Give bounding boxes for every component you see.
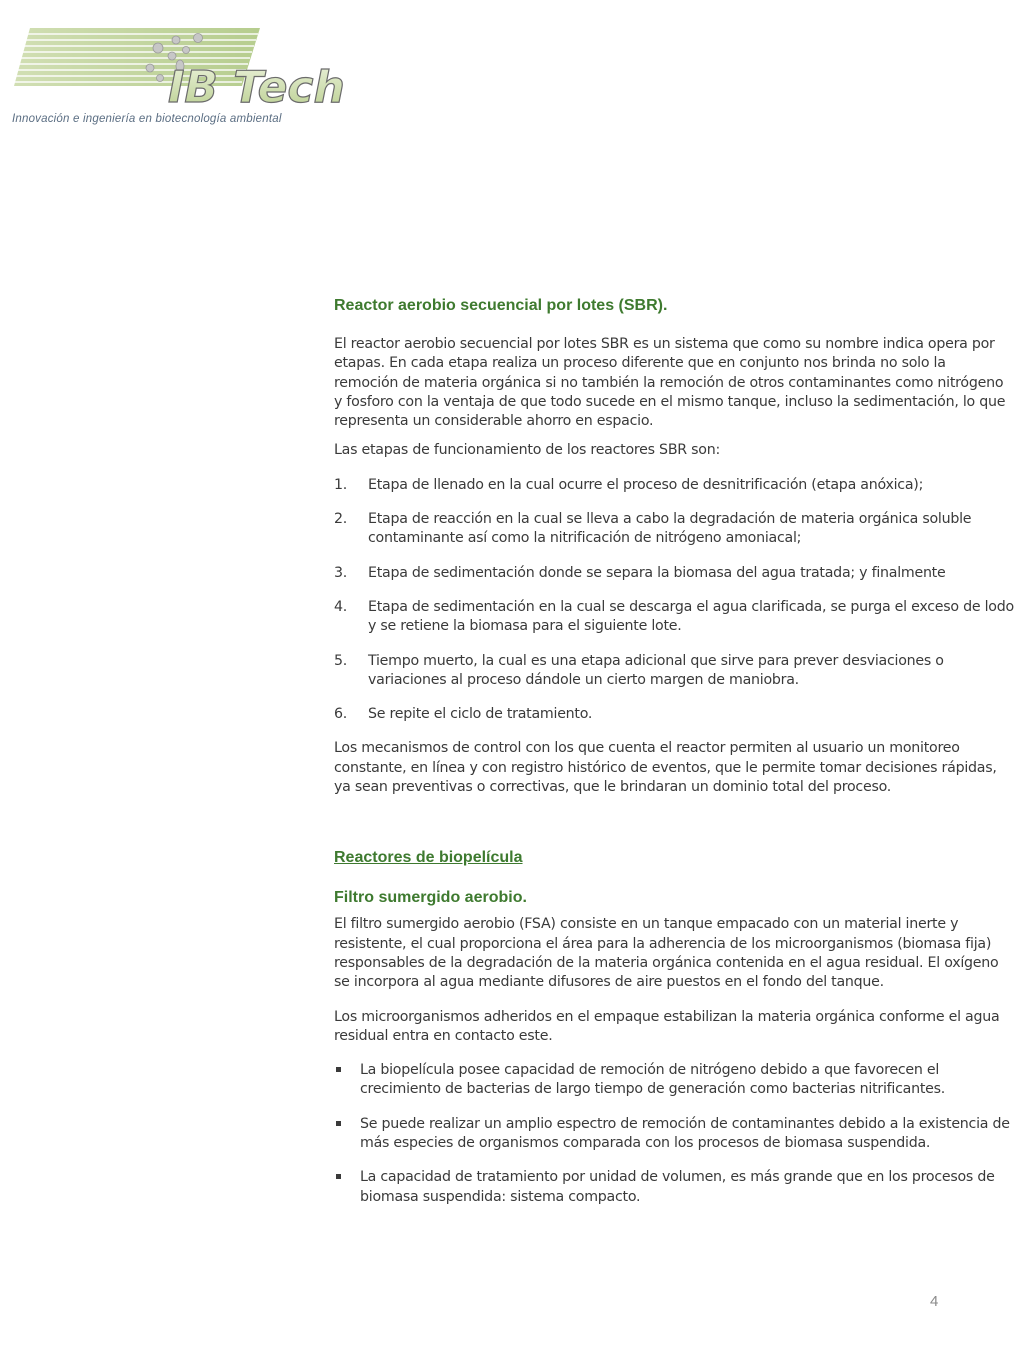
logo-wordmark: IB Tech: [168, 62, 345, 113]
list-item: 1. Etapa de llenado en la cual ocurre el proceso de desnitrificación (etapa anóxica);: [334, 476, 924, 493]
sbr-stages-list: [334, 476, 1014, 725]
sbr-stages-lead: Las etapas de funcionamiento de los reactores SBR son:: [334, 442, 721, 459]
sbr-heading: Reactor aerobio secuencial por lotes (SBR).: [334, 297, 668, 314]
sbr-intro-paragraph: El reactor aerobio secuencial por lotes SBR es un sistema que como su nombre indica opera por etapas. En cada etapa realiza un proceso diferente que en conjunto nos brinda no solo la remoción de materia orgánica si no también la remoción de otros contaminantes como nitrógeno y fosforo con la ventaja de que todo sucede en el mismo tanque, incluso la sedimentación, lo que representa un considerable ahorro en espacio.: [334, 336, 1006, 430]
list-item: La capacidad de tratamiento por unidad de volumen, es más grande que en los procesos de biomasa suspendida: sistema compacto.: [334, 1168, 1014, 1207]
page-number: 4: [930, 1293, 939, 1310]
list-item: 3. Etapa de sedimentación donde se separa la biomasa del agua tratada; y finalmente: [334, 564, 946, 581]
document-body: [334, 296, 1014, 1207]
list-item: La biopelícula posee capacidad de remoción de nitrógeno debido a que favorecen el crecimiento de bacterias de largo tiempo de generación como bacterias nitrificantes.: [334, 1061, 1014, 1100]
fsa-benefits-list: [334, 1061, 1014, 1207]
biofilm-heading: Reactores de biopelícula: [334, 849, 523, 867]
square-bullet-icon: [336, 1121, 341, 1126]
logo-graphic: [10, 14, 345, 114]
list-item: 4. Etapa de sedimentación en la cual se descarga el agua clarificada, se purga el exceso de lodo y se retiene la biomasa para el siguiente lote.: [334, 598, 1014, 635]
fsa-subheading: Filtro sumergido aerobio.: [334, 889, 527, 907]
list-item: 5. Tiempo muerto, la cual es una etapa adicional que sirve para prever desviaciones o variaciones al proceso dándole un cierto margen de maniobra.: [334, 652, 944, 688]
list-item: 6. Se repite el ciclo de tratamiento.: [334, 706, 593, 723]
list-item: 2. Etapa de reacción en la cual se lleva a cabo la degradación de materia orgánica soluble contaminante así como la nitrificación de nitrógeno amoniacal;: [334, 511, 972, 547]
fsa-paragraph-2: Los microorganismos adheridos en el empaque estabilizan la materia orgánica conforme el agua residual entra en contacto este.: [334, 1008, 1000, 1044]
company-tagline: Innovación e ingeniería en biotecnología ambiental: [12, 113, 282, 125]
square-bullet-icon: [336, 1067, 341, 1072]
sbr-control-paragraph: Los mecanismos de control con los que cuenta el reactor permiten al usuario un monitoreo constante, en línea y con registro histórico de eventos, que le permite tomar decisiones rápidas, ya sean preventivas o correctivas, que le brindaran un dominio total del proceso.: [334, 740, 997, 796]
company-logo: [10, 14, 345, 126]
square-bullet-icon: [336, 1174, 341, 1179]
fsa-paragraph-1: El filtro sumergido aerobio (FSA) consiste en un tanque empacado con un material inerte y resistente, el cual proporciona el área para la adherencia de los microorganismos (biomasa fija) responsables de la degradación de la materia orgánica contenida en el agua residual. El oxígeno se incorpora al agua mediante difusores de aire puestos en el fondo del tanque.: [334, 916, 999, 991]
list-item: Se puede realizar un amplio espectro de remoción de contaminantes debido a la existencia de más especies de organismos comparada con los procesos de biomasa suspendida.: [334, 1115, 1014, 1154]
